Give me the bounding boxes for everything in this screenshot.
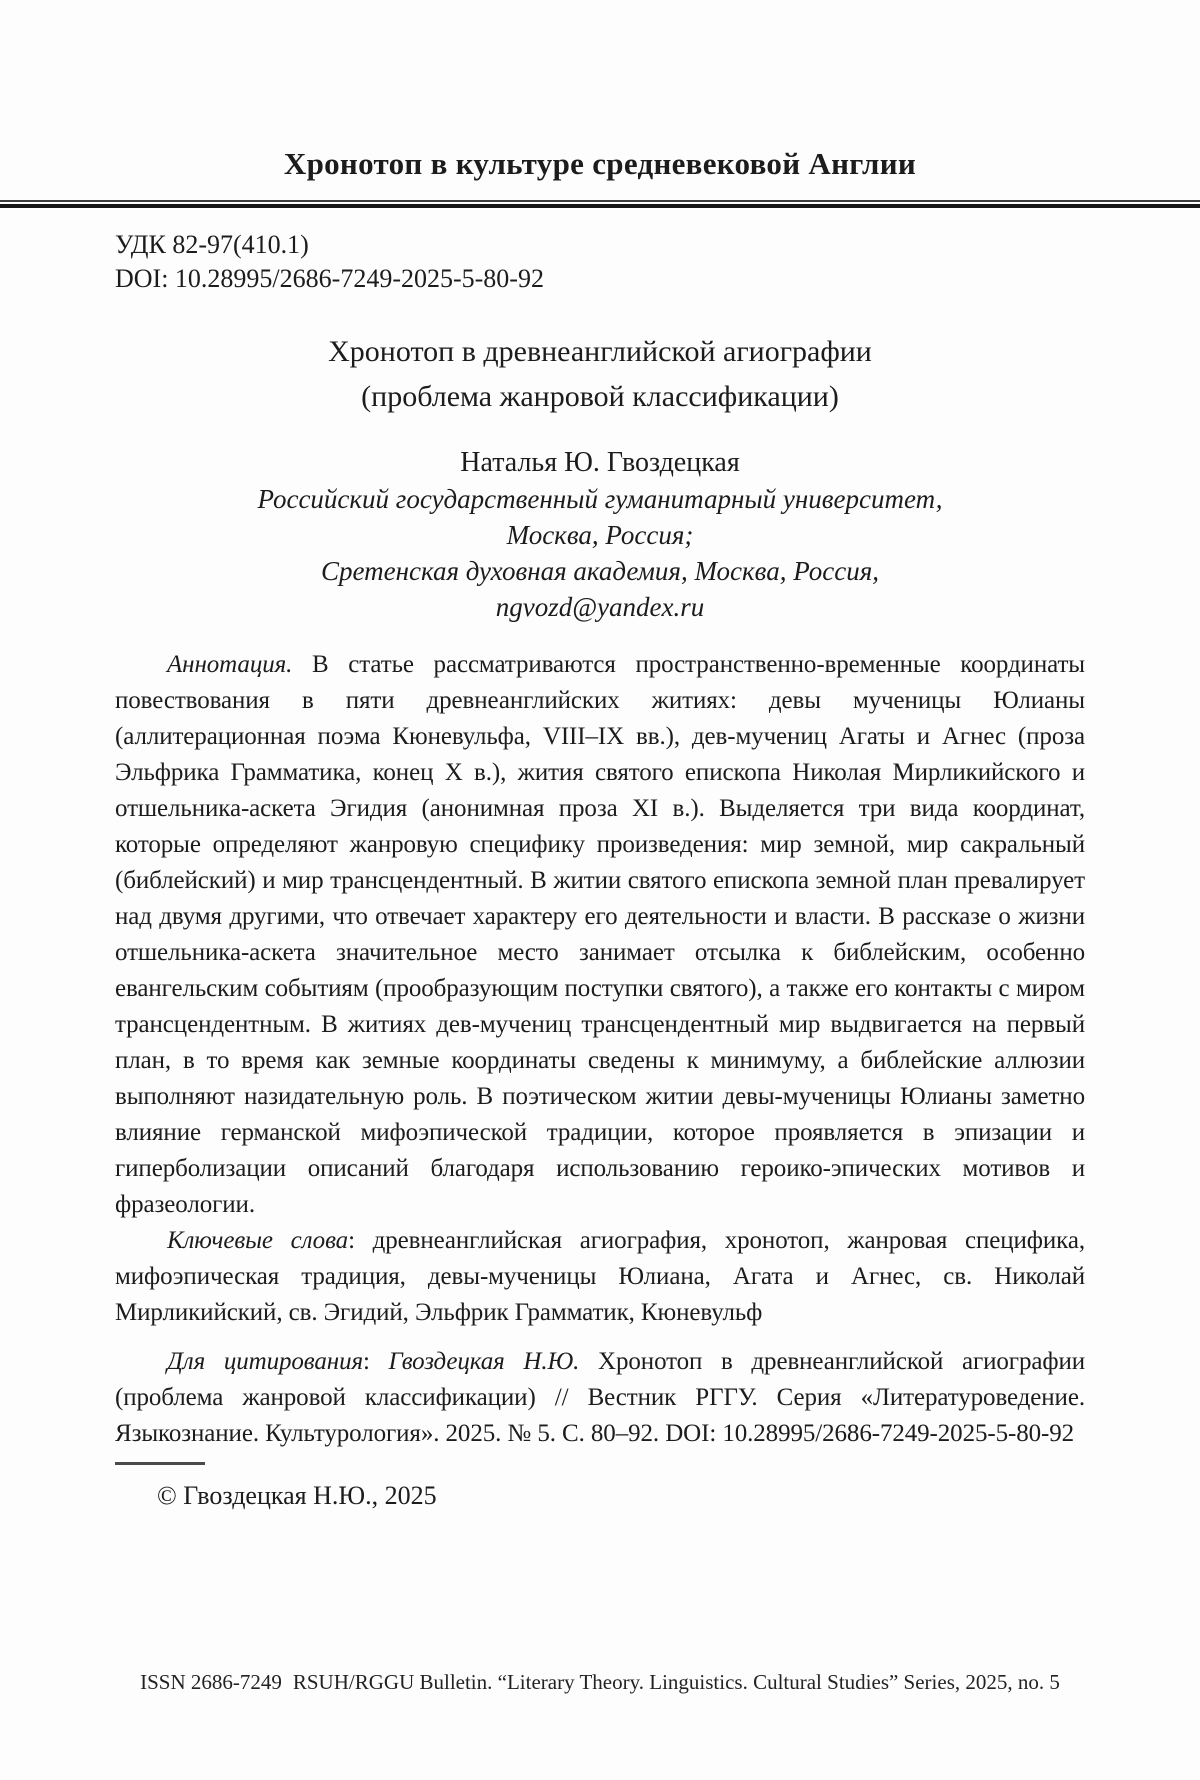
citation-separator: : <box>363 1348 389 1375</box>
citation-label: Для цитирования <box>167 1348 363 1375</box>
copyright-notice: © Гвоздецкая Н.Ю., 2025 <box>157 1481 437 1510</box>
page-footer <box>115 1670 1085 1695</box>
affiliation-line-academy: Сретенская духовная академия, Москва, Россия, <box>321 556 879 586</box>
header-rule-thin <box>0 200 1200 202</box>
footer-series-title: RSUH/RGGU Bulletin. “Literary Theory. Linguistics. Cultural Studies” Series, 2025, no. 5 <box>292 1670 1060 1694</box>
affiliation-line-city: Москва, Россия; <box>506 520 694 550</box>
footnote-rule <box>115 1462 205 1465</box>
running-head: Хронотоп в культуре средневековой Англии <box>283 146 917 181</box>
keywords-label: Ключевые слова <box>167 1227 349 1254</box>
article-meta <box>115 228 1085 296</box>
footer-issn: ISSN 2686-7249 <box>140 1670 282 1694</box>
citation-paragraph <box>115 1344 1085 1452</box>
udc-number: УДК 82-97(410.1) <box>115 230 309 259</box>
citation-text: Хронотоп в древнеанглийской агиографии (проблема жанровой классификации) // Вестник РГГУ. Серия «Литературоведение. Языкознание. Культурология». 2025. № 5. С. 80–92. DOI: 10.28995/2686-7249-2025-5-80-92 <box>115 1348 1086 1447</box>
abstract-label: Аннотация. <box>167 651 293 678</box>
affiliation-line-university: Российский государственный гуманитарный университет, <box>257 484 943 514</box>
article-title-line1: Хронотоп в древнеанглийской агиографии <box>328 335 872 368</box>
abstract-paragraph <box>115 647 1085 1223</box>
affiliation-block <box>115 481 1085 625</box>
header-rule <box>0 200 1200 208</box>
article-author: Наталья Ю. Гвоздецкая <box>460 447 740 478</box>
doi-number: DOI: 10.28995/2686-7249-2025-5-80-92 <box>115 264 544 293</box>
abstract-text: В статье рассматриваются пространственно-временные координаты повествования в пяти древнеанглийских житиях: девы мученицы Юлианы (аллитерационная поэма Кюневульфа, VIII–IX вв.), дев-мучениц Агаты и Агнес (проза Эльфрика Грамматика, конец X в.), жития святого епископа Николая Мирликийского и отшельника-аскета Эгидия (анонимная проза XI в.). Выделяется три вида координат, которые определяют жанровую специфику произведения: мир земной, мир сакральный (библейский) и мир трансцендентный. В житии святого епископа земной план превалирует над двумя другими, что отвечает характеру его деятельности и власти. В рассказе о жизни отшельника-аскета значительное место занимает отсылка к библейским, особенно евангельским событиям (прообразующим поступки святого), а также его контакты с миром трансцендентным. В житиях дев-мучениц трансцендентный мир выдвигается на первый план, в то время как земные координаты сведены к минимуму, а библейские аллюзии выполняют назидательную роль. В поэтическом житии девы-мученицы Юлианы заметно влияние германской мифоэпической традиции, которое проявляется в эпизации и гиперболизации описаний благодаря использованию героико-эпических мотивов и фразеологии. <box>115 651 1085 1218</box>
keywords-paragraph <box>115 1223 1085 1331</box>
article-title <box>115 329 1085 419</box>
citation-authors: Гвоздецкая Н.Ю. <box>388 1348 580 1375</box>
article-title-line2: (проблема жанровой классификации) <box>361 380 839 413</box>
header-rule-thick <box>0 204 1200 208</box>
keywords-text: : древнеанглийская агиография, хронотоп, жанровая специфика, мифоэпическая традиция, девы-мученицы Юлиана, Агата и Агнес, св. Николай Мирликийский, св. Эгидий, Эльфрик Грамматик, Кюневульф <box>115 1227 1085 1326</box>
author-email: ngvozd@yandex.ru <box>495 592 705 622</box>
